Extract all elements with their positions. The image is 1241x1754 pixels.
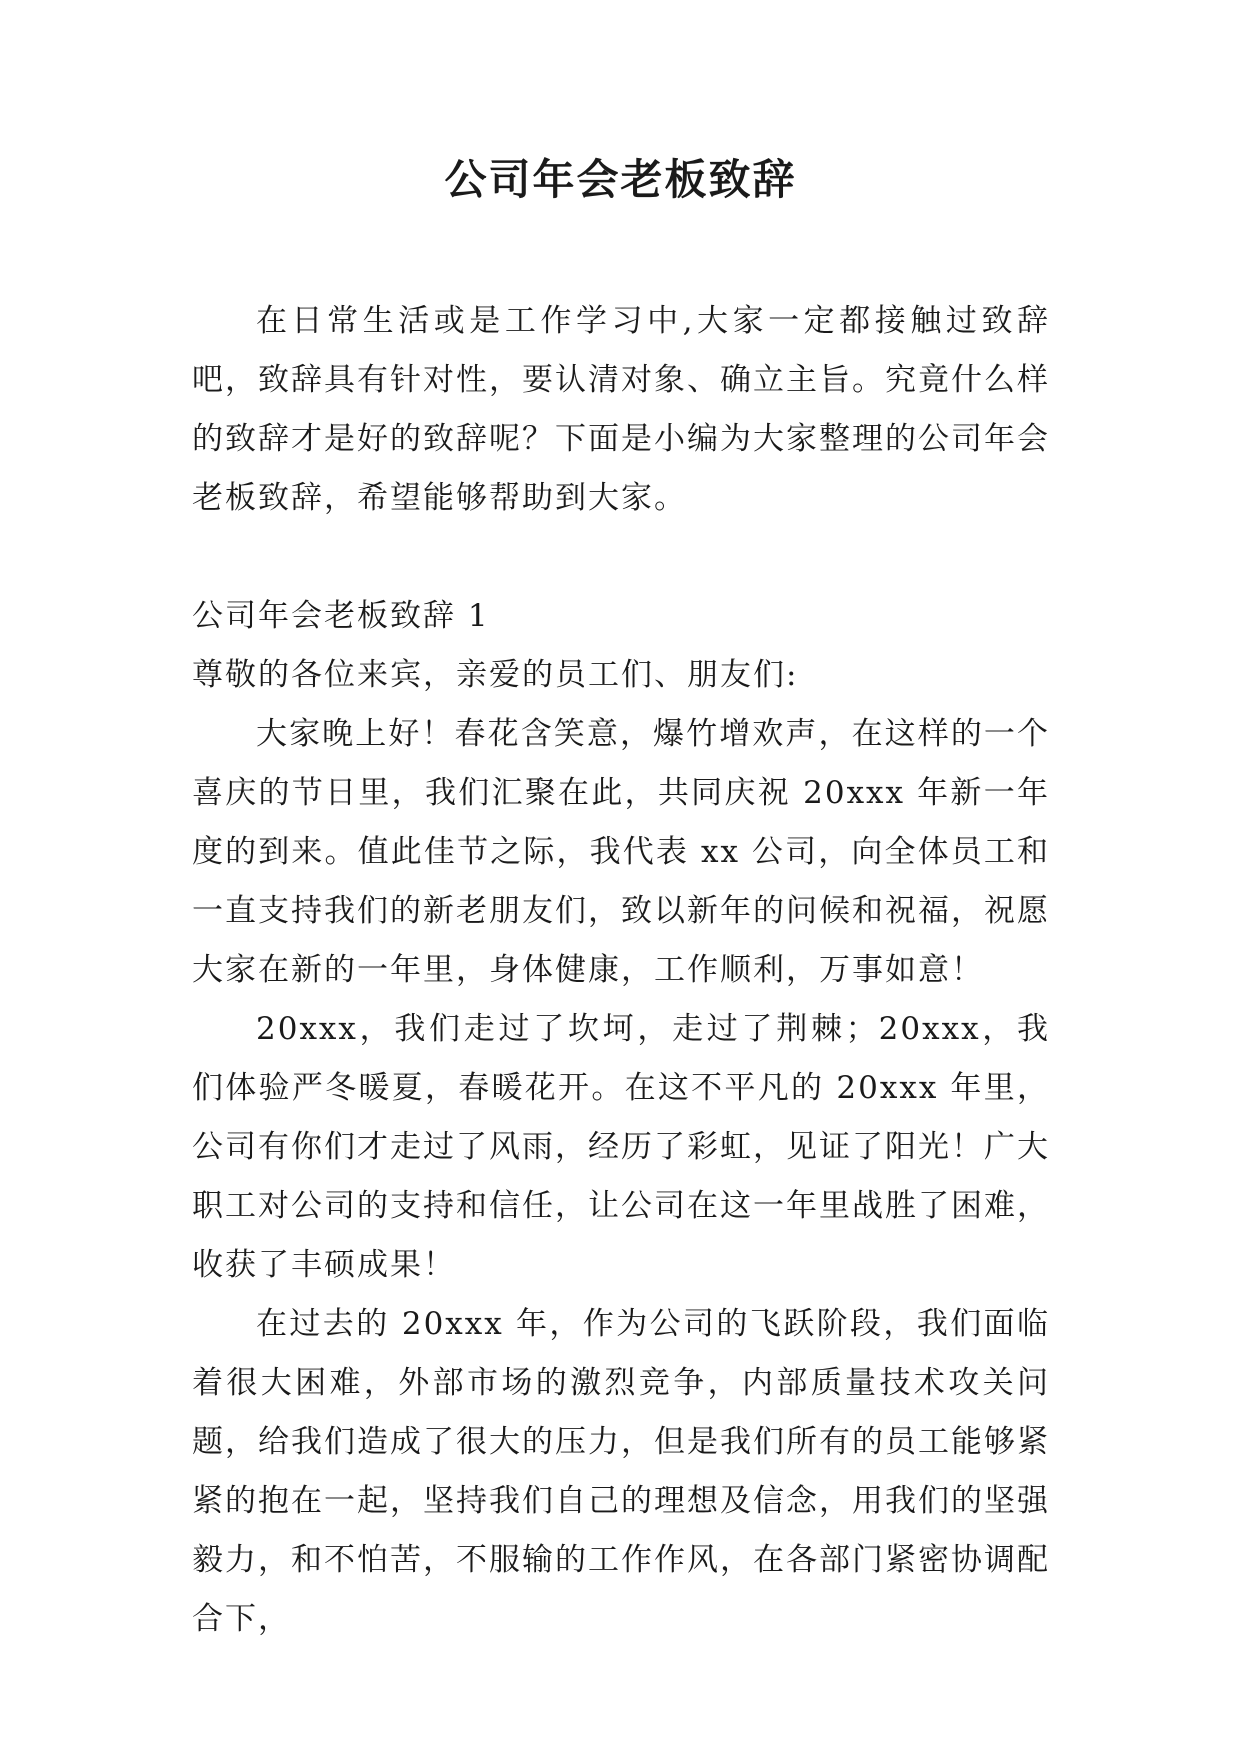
section-heading: 公司年会老板致辞 1 — [192, 598, 490, 634]
body-paragraph: 20xxx，我们走过了坎坷，走过了荆棘；20xxx，我们体验严冬暖夏，春暖花开。在这不平凡的 20xxx 年里，公司有你们才走过了风雨，经历了彩虹，见证了阳光！广大职工对公司的支持和信任，让公司在这一年里战胜了困难，收获了丰硕成果！ — [192, 1011, 1050, 1283]
body-paragraph: 大家晚上好！春花含笑意，爆竹增欢声，在这样的一个喜庆的节日里，我们汇聚在此，共同庆祝 20xxx 年新一年度的到来。值此佳节之际，我代表 xx 公司，向全体员工和一直支持我们的新老朋友们，致以新年的问候和祝福，祝愿大家在新的一年里，身体健康，工作顺利，万事如意！ — [192, 716, 1050, 988]
salutation: 尊敬的各位来宾，亲爱的员工们、朋友们: — [192, 657, 799, 693]
body-paragraph: 在过去的 20xxx 年，作为公司的飞跃阶段，我们面临着很大困难，外部市场的激烈竞争，内部质量技术攻关问题，给我们造成了很大的压力，但是我们所有的员工能够紧紧的抱在一起，坚持我们自己的理想及信念，用我们的坚强毅力，和不怕苦，不服输的工作作风，在各部门紧密协调配合下， — [192, 1306, 1050, 1637]
intro-paragraph: 在日常生活或是工作学习中,大家一定都接触过致辞吧，致辞具有针对性，要认清对象、确立主旨。究竟什么样的致辞才是好的致辞呢？下面是小编为大家整理的公司年会老板致辞，希望能够帮助到大家。 — [192, 303, 1050, 516]
document-body — [192, 292, 1050, 1649]
document-title: 公司年会老板致辞 — [444, 155, 797, 204]
paragraph-spacer — [192, 528, 1050, 587]
